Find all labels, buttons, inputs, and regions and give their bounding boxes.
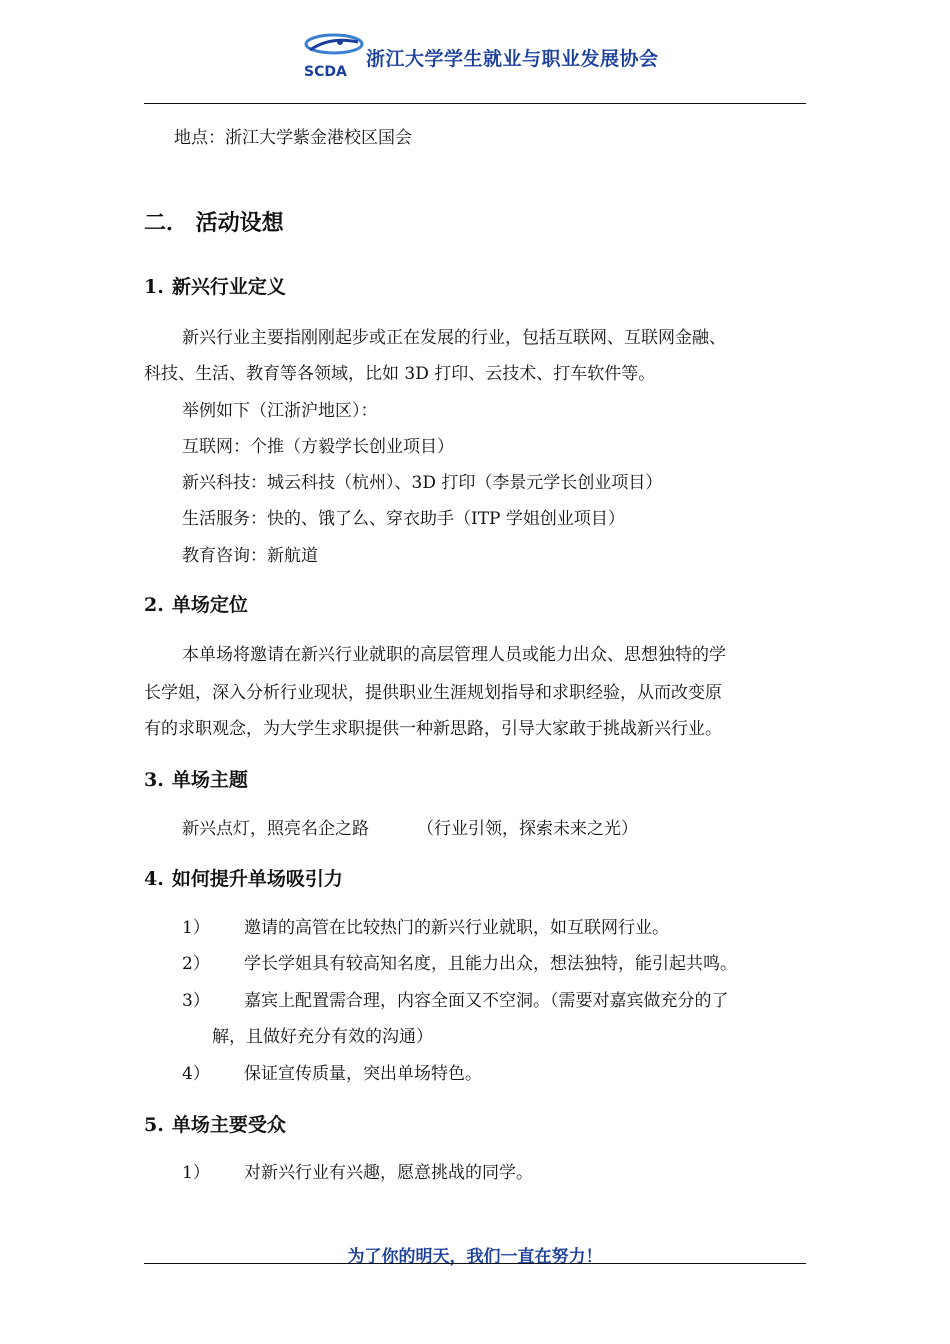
- list-item: 学长学姐具有较高知名度，且能力出众，想法独特，能引起共鸣。: [244, 954, 737, 974]
- theme-subtitle: （行业引领，探索未来之光）: [417, 819, 638, 839]
- section-title: 二． 活动设想: [144, 211, 284, 236]
- paragraph-line: 有的求职观念，为大学生求职提供一种新思路，引导大家敢于挑战新兴行业。: [144, 719, 722, 739]
- subsection-number: 5.: [144, 1114, 164, 1136]
- theme-main: 新兴点灯，照亮名企之路: [182, 819, 369, 839]
- subsection-1-heading: [144, 272, 286, 299]
- theme-line: [182, 811, 638, 848]
- subsection-title: 如何提升单场吸引力: [171, 868, 343, 890]
- list-item: 对新兴行业有兴趣，愿意挑战的同学。: [244, 1163, 533, 1183]
- subsection-title: 单场定位: [171, 594, 248, 616]
- subsection-5-heading: [144, 1110, 286, 1137]
- paragraph-line: 生活服务：快的、饿了么、穿衣助手（ITP 学姐创业项目）: [182, 509, 625, 529]
- list-item-continuation: 解，且做好充分有效的沟通）: [212, 1027, 433, 1047]
- list-number: 1）: [182, 1163, 210, 1183]
- subsection-number: 4.: [144, 868, 164, 890]
- page-header: [0, 0, 950, 104]
- header-divider: [144, 103, 806, 104]
- paragraph-line: 科技、生活、教育等各领域，比如 3D 打印、云技术、打车软件等。: [144, 364, 656, 384]
- footer-divider: [144, 1263, 806, 1264]
- paragraph-line: 新兴行业主要指刚刚起步或正在发展的行业，包括互联网、互联网金融、: [182, 328, 726, 348]
- paragraph-line: 新兴科技：城云科技（杭州）、3D 打印（李景元学长创业项目）: [182, 473, 663, 493]
- paragraph-line: 互联网：个推（方毅学长创业项目）: [182, 437, 454, 457]
- list-item: 保证宣传质量，突出单场特色。: [244, 1064, 482, 1084]
- footer-slogan: 为了你的明天，我们一直在努力！: [347, 1247, 603, 1267]
- paragraph-line: 教育咨询：新航道: [182, 546, 318, 566]
- subsection-2-heading: [144, 590, 248, 617]
- paragraph-line: 本单场将邀请在新兴行业就职的高层管理人员或能力出众、思想独特的学: [182, 645, 726, 665]
- list-number: 2）: [182, 954, 210, 974]
- subsection-number: 1.: [144, 276, 164, 298]
- list-item: 嘉宾上配置需合理，内容全面又不空洞。（需要对嘉宾做充分的了: [244, 991, 729, 1011]
- location-line: 地点：浙江大学紫金港校区国会: [174, 128, 412, 148]
- subsection-title: 新兴行业定义: [171, 276, 286, 298]
- subsection-number: 3.: [144, 769, 164, 791]
- subsection-number: 2.: [144, 594, 164, 616]
- org-name: 浙江大学学生就业与职业发展协会: [366, 48, 659, 70]
- svg-text:SCDA: SCDA: [304, 64, 347, 80]
- paragraph-line: 举例如下（江浙沪地区）：: [182, 401, 378, 421]
- subsection-3-heading: [144, 765, 248, 792]
- list-number: 3）: [182, 991, 210, 1011]
- subsection-title: 单场主要受众: [171, 1114, 286, 1136]
- subsection-4-heading: [144, 864, 343, 891]
- list-number: 4）: [182, 1064, 210, 1084]
- paragraph-line: 长学姐，深入分析行业现状，提供职业生涯规划指导和求职经验，从而改变原: [144, 683, 722, 703]
- scda-logo: [300, 30, 364, 80]
- subsection-title: 单场主题: [171, 769, 248, 791]
- list-item: 邀请的高管在比较热门的新兴行业就职，如互联网行业。: [244, 918, 669, 938]
- list-number: 1）: [182, 918, 210, 938]
